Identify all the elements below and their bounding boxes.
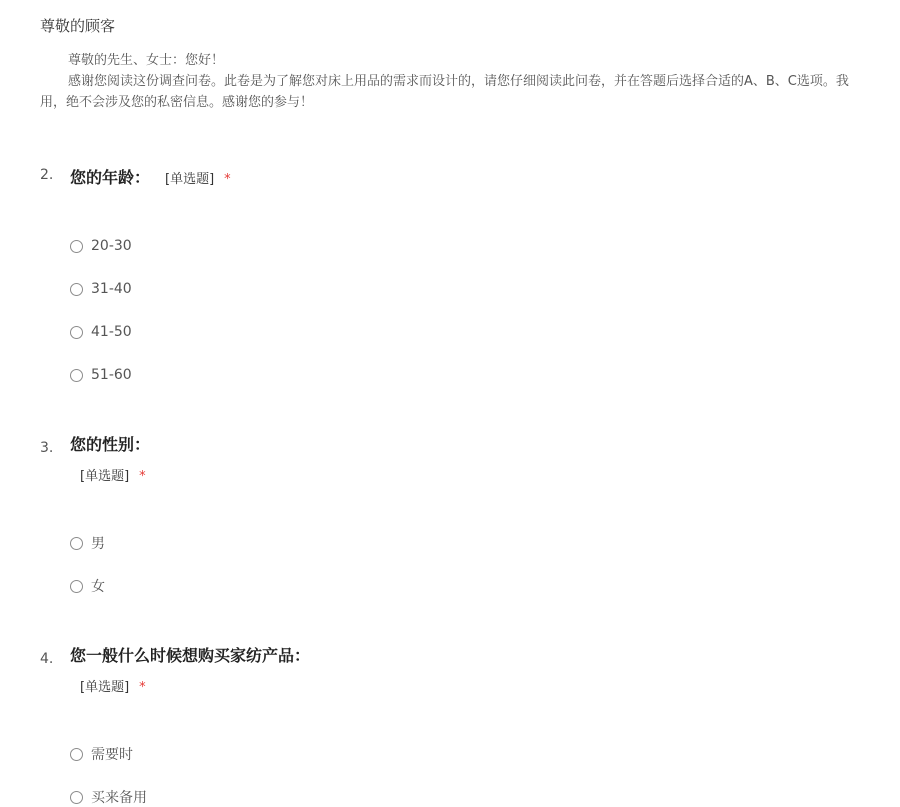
required-mark: * bbox=[139, 680, 146, 695]
option-male[interactable] bbox=[70, 533, 105, 553]
option-label: 31-40 bbox=[91, 281, 132, 297]
question-number: 3. bbox=[40, 440, 54, 456]
option-31-40[interactable] bbox=[70, 279, 132, 299]
radio-button[interactable] bbox=[70, 580, 83, 593]
radio-button[interactable] bbox=[70, 240, 83, 253]
option-51-60[interactable] bbox=[70, 365, 132, 385]
radio-button[interactable] bbox=[70, 326, 83, 339]
intro-paragraph-line2: 用，绝不会涉及您的私密信息。感谢您的参与！ bbox=[40, 95, 314, 110]
required-mark: * bbox=[224, 172, 231, 187]
option-label: 女 bbox=[91, 579, 105, 595]
page-title: 尊敬的顾客 bbox=[40, 17, 116, 35]
question-title: 您的年龄： bbox=[70, 168, 151, 187]
required-mark: * bbox=[139, 469, 146, 484]
single-choice-tag: [单选题] bbox=[80, 469, 130, 484]
option-label: 男 bbox=[91, 536, 105, 552]
question-title: 您一般什么时候想购买家纺产品： bbox=[70, 646, 311, 665]
intro-text bbox=[40, 50, 900, 113]
question-type-label bbox=[165, 168, 231, 187]
question-number: 2. bbox=[40, 167, 54, 183]
option-when-needed[interactable] bbox=[70, 744, 133, 764]
question-type-label bbox=[80, 465, 146, 484]
option-label: 需要时 bbox=[91, 747, 133, 763]
question-type-label bbox=[80, 676, 146, 695]
radio-button[interactable] bbox=[70, 283, 83, 296]
single-choice-tag: [单选题] bbox=[80, 680, 130, 695]
single-choice-tag: [单选题] bbox=[165, 172, 215, 187]
radio-button[interactable] bbox=[70, 369, 83, 382]
option-label: 51-60 bbox=[91, 367, 132, 383]
radio-button[interactable] bbox=[70, 748, 83, 761]
option-label: 20-30 bbox=[91, 238, 132, 254]
intro-greeting: 尊敬的先生、女士：您好！ bbox=[68, 53, 225, 68]
question-number: 4. bbox=[40, 651, 54, 667]
radio-button[interactable] bbox=[70, 791, 83, 804]
option-female[interactable] bbox=[70, 576, 105, 596]
option-41-50[interactable] bbox=[70, 322, 132, 342]
option-label: 买来备用 bbox=[91, 790, 147, 806]
option-label: 41-50 bbox=[91, 324, 132, 340]
option-20-30[interactable] bbox=[70, 236, 132, 256]
option-buy-in-advance[interactable] bbox=[70, 787, 147, 807]
intro-paragraph-line1: 感谢您阅读这份调查问卷。此卷是为了解您对床上用品的需求而设计的，请您仔细阅读此问卷，并在答题后选择合适的A、B、C选项。我 bbox=[68, 74, 849, 89]
radio-button[interactable] bbox=[70, 537, 83, 550]
question-title: 您的性别： bbox=[70, 435, 151, 454]
